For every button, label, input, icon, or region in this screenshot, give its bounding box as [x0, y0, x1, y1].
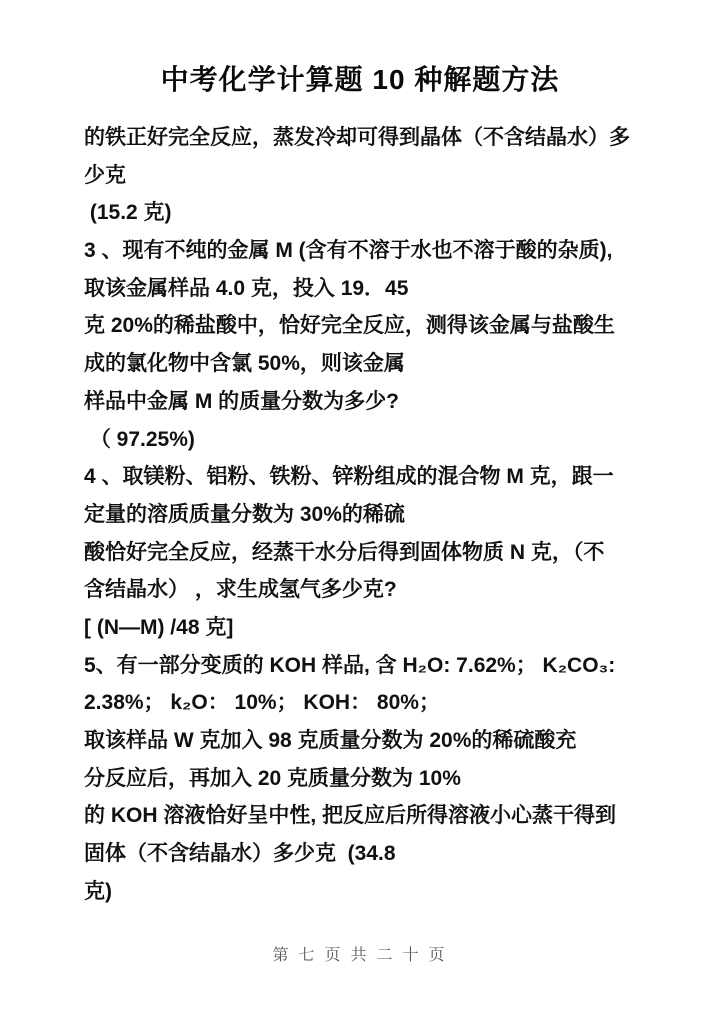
text-line: 酸恰好完全反应，经蒸干水分后得到固体物质 N 克，（不: [84, 540, 605, 564]
text-line: 3 、现有不纯的金属 M (含有不溶于水也不溶于酸的杂质),: [84, 239, 613, 263]
text-line: （ 97.25%): [84, 427, 195, 451]
text-line: 克): [84, 879, 112, 903]
text-line: 5、有一部分变质的 KOH 样品, 含 H₂O: 7.62%； K₂CO₃:: [84, 653, 616, 677]
text-line: 4 、取镁粉、铝粉、铁粉、锌粉组成的混合物 M 克，跟一: [84, 465, 614, 489]
text-line: 少克: [84, 163, 126, 187]
text-line: 的铁正好完全反应，蒸发冷却可得到晶体（不含结晶水）多: [84, 126, 630, 149]
text-line: 克 20%的稀盐酸中，恰好完全反应，测得该金属与盐酸生: [84, 314, 615, 338]
text-line: 2.38%； k₂O： 10%； KOH： 80%；: [84, 691, 440, 715]
page-number: 第 七 页 共 二 十 页: [272, 947, 448, 964]
page-title: 中考化学计算题 10 种解题方法: [160, 64, 560, 95]
text-line: (15.2 克): [84, 201, 172, 225]
text-line: 的 KOH 溶液恰好呈中性, 把反应后所得溶液小心蒸干得到: [84, 804, 617, 828]
text-line: 固体（不含结晶水）多少克 (34.8: [84, 842, 396, 866]
text-line: 定量的溶质质量分数为 30%的稀硫: [84, 502, 405, 526]
document-body: [84, 119, 644, 910]
text-line: [ (N—M) /48 克]: [84, 615, 234, 639]
text-line: 取该样品 W 克加入 98 克质量分数为 20%的稀硫酸充: [84, 729, 577, 752]
text-line: 样品中金属 M 的质量分数为多少?: [84, 389, 399, 413]
text-line: 含结晶水） ，求生成氢气多少克?: [84, 578, 397, 602]
text-line: 取该金属样品 4.0 克，投入 19．45: [84, 276, 409, 300]
text-line: 分反应后，再加入 20 克质量分数为 10%: [84, 766, 461, 790]
text-line: 成的氯化物中含氯 50%，则该金属: [84, 352, 405, 376]
